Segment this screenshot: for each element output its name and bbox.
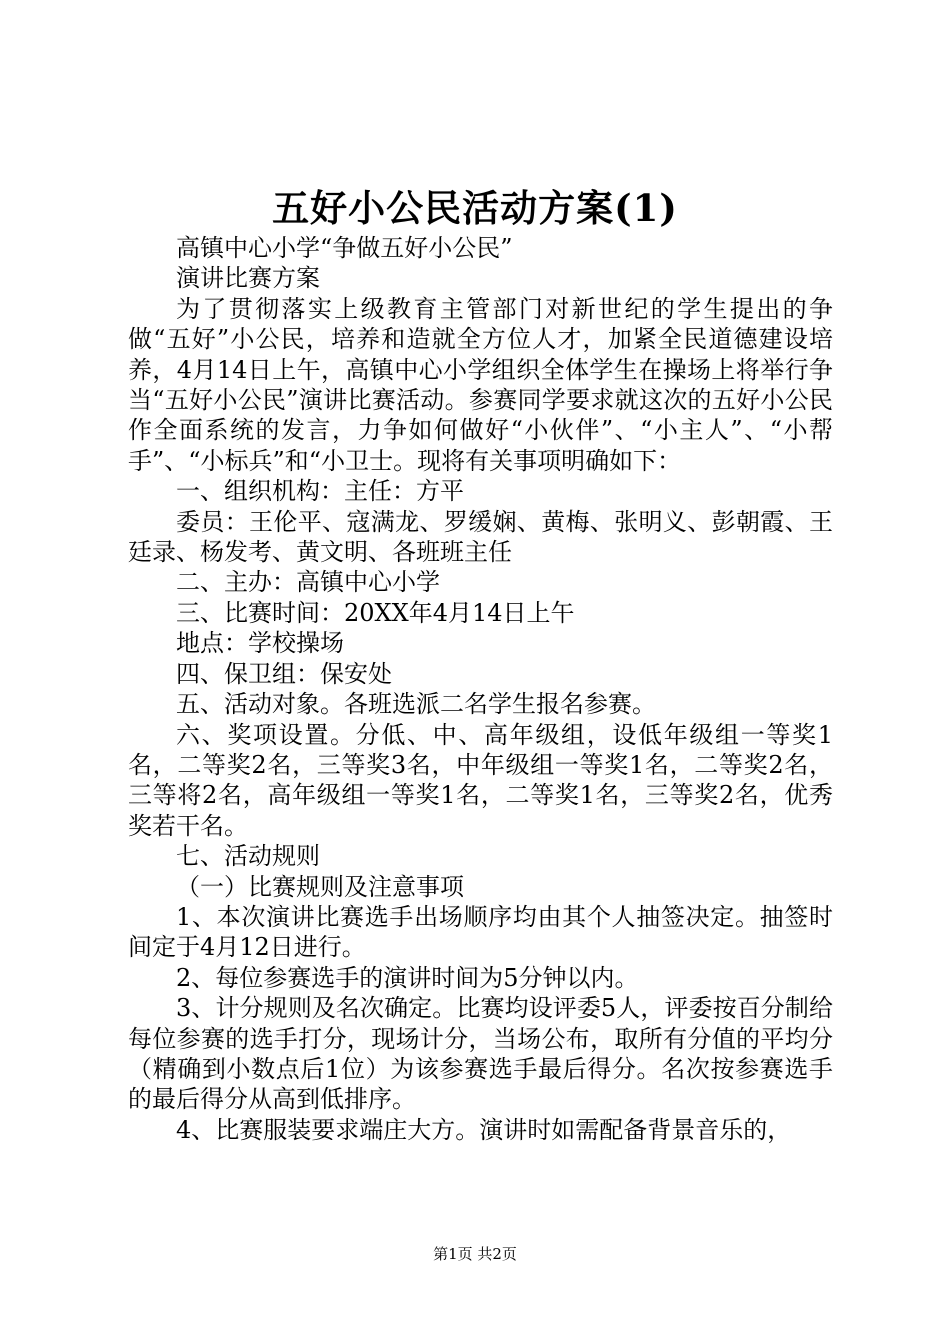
paragraph-rule-1: 1、本次演讲比赛选手出场顺序均由其个人抽签决定。抽签时间定于4月12日进行。 — [128, 902, 833, 962]
paragraph-rules-heading: 七、活动规则 — [176, 842, 320, 871]
page-footer: 第1页 共2页 — [433, 1245, 517, 1263]
paragraph-rules-subheading: （一）比赛规则及注意事项 — [176, 872, 464, 901]
paragraph-school-title: 高镇中心小学“争做五好小公民” — [176, 234, 513, 262]
paragraph-participants: 五、活动对象。各班选派二名学生报名参赛。 — [176, 690, 656, 719]
paragraph-committee: 委员：王伦平、寇满龙、罗缓娴、黄梅、张明义、彭朝霞、王廷录、杨发考、黄文明、各班班主任 — [128, 507, 833, 567]
document-body — [128, 233, 833, 1145]
paragraph-security: 四、保卫组：保安处 — [176, 659, 392, 688]
paragraph-plan-subtitle: 演讲比赛方案 — [176, 264, 320, 293]
paragraph-host: 二、主办：高镇中心小学 — [176, 568, 440, 597]
paragraph-rule-3: 3、计分规则及名次确定。比赛均设评委5人，评委按百分制给每位参赛的选手打分，现场计分，当场公布，取所有分值的平均分（精确到小数点后1位）为该参赛选手最后得分。名次按参赛选手的最后得分从高到低排序。 — [128, 994, 833, 1114]
paragraph-time: 三、比赛时间：20XX年4月14日上午 — [176, 598, 575, 627]
paragraph-rule-4: 4、比赛服装要求端庄大方。演讲时如需配备背景音乐的， — [176, 1115, 792, 1144]
paragraph-location: 地点：学校操场 — [176, 629, 344, 658]
paragraph-rule-2: 2、每位参赛选手的演讲时间为5分钟以内。 — [176, 963, 639, 992]
paragraph-intro: 为了贯彻落实上级教育主管部门对新世纪的学生提出的争做“五好”小公民，培养和造就全方位人才，加紧全民道德建设培养，4月14日上午，高镇中心小学组织全体学生在操场上将举行争当“五好小公民”演讲比赛活动。参赛同学要求就这次的五好小公民作全面系统的发言，力争如何做好“小伙伴”、“小主人”、“小帮手”、“小标兵”和“小卫士。现将有关事项明确如下： — [128, 294, 833, 475]
paragraph-organization: 一、组织机构：主任：方平 — [176, 477, 464, 506]
document-title: 五好小公民活动方案(1) — [272, 186, 678, 230]
paragraph-awards: 六、奖项设置。分低、中、高年级组，设低年级组一等奖1名，二等奖2名，三等奖3名，中年级组一等奖1名，二等奖2名，三等将2名，高年级组一等奖1名，二等奖1名，三等奖2名，优秀奖若干名。 — [128, 720, 833, 840]
